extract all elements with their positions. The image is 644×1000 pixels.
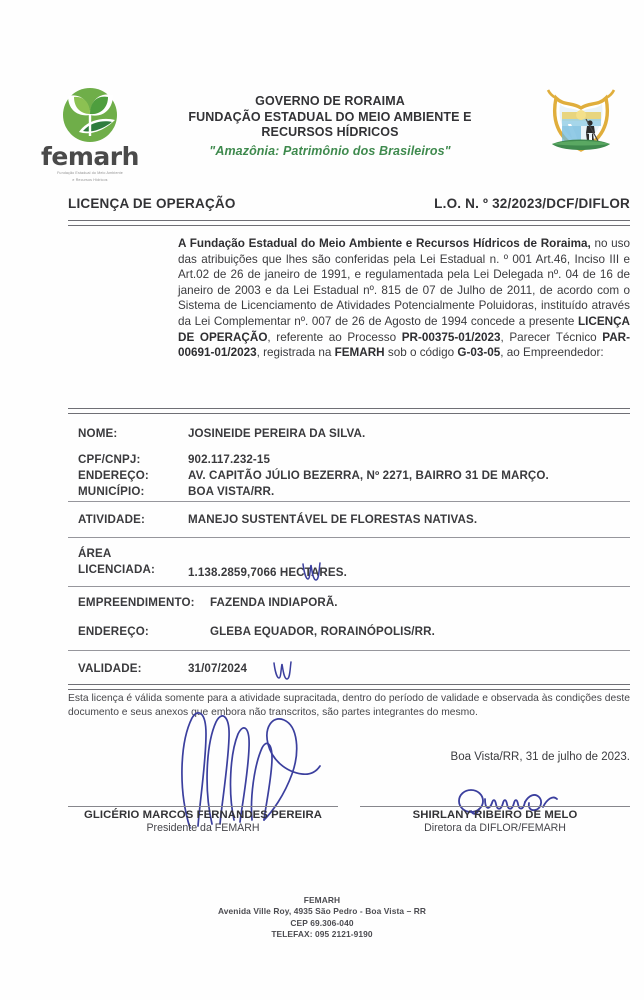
value-nome: JOSINEIDE PEREIRA DA SILVA. <box>188 427 366 440</box>
divider-before-fields <box>68 408 630 414</box>
label-area-line1: ÁREA <box>78 547 112 560</box>
para-text-1: no uso das atribuições que lhes são conferidas pela Lei Estadual n. º 001 Art.46, Inciso III e Art.02 de 26 de janeiro de 1991, e regulamentada pela Lei Delegada nº. 04 de 16 de janeiro de 2003 e da Lei Estadual nº. 815 de 07 de Julho de 2011, de acordo com o Sistema de Licenciamento de Atividades Potencialmente Poluidoras, instituído através da Lei Complementar nº. 007 de 26 de Agosto de 1994 concede a presente <box>178 237 630 328</box>
divider-before-enterprise <box>68 586 630 587</box>
divider-before-disclaimer <box>68 684 630 690</box>
logo-subtitle-line2: e Recursos Hídricos <box>72 178 108 183</box>
signature-line-director <box>360 806 630 807</box>
field-group-activity <box>78 512 630 528</box>
value-municipio: BOA VISTA/RR. <box>188 485 275 498</box>
field-row-municipio <box>78 484 630 500</box>
coat-of-arms-icon <box>542 88 620 162</box>
divider-before-validity <box>68 650 630 651</box>
value-endereco2: GLEBA EQUADOR, RORAINÓPOLIS/RR. <box>210 625 435 638</box>
license-paragraph <box>178 236 630 361</box>
label-atividade: ATIVIDADE: <box>78 513 145 526</box>
logo-subtitle-line1: Fundação Estadual do Meio Ambiente <box>57 171 123 175</box>
field-group-enterprise <box>78 595 630 611</box>
label-validade: VALIDADE: <box>78 662 142 675</box>
para-text-5: sob o código <box>384 346 458 360</box>
para-opinion-number: PAR-00691-01/2023 <box>178 330 630 360</box>
label-municipio: MUNICÍPIO: <box>78 485 145 498</box>
divider-before-activity <box>68 501 630 502</box>
document-header <box>0 86 644 183</box>
footer-cep: CEP 69.306-040 <box>290 917 354 928</box>
field-group-name <box>78 426 630 442</box>
label-cpf: CPF/CNPJ: <box>78 453 141 466</box>
divider-top <box>68 220 630 226</box>
government-line: GOVERNO DE RORAIMA <box>255 94 405 108</box>
value-cpf: 902.117.232-15 <box>188 453 270 466</box>
value-atividade: MANEJO SUSTENTÁVEL DE FLORESTAS NATIVAS. <box>188 513 478 526</box>
field-row-endereco <box>78 468 630 484</box>
label-endereco: ENDEREÇO: <box>78 469 149 482</box>
president-role: Presidente da FEMARH <box>146 822 260 834</box>
license-title-row <box>68 196 630 211</box>
document-footer <box>0 895 644 941</box>
institution-line-1: FUNDAÇÃO ESTADUAL DO MEIO AMBIENTE E <box>188 109 472 124</box>
label-area <box>78 546 188 578</box>
field-row-empreendimento <box>78 595 630 611</box>
signature-line-president <box>68 806 338 807</box>
disclaimer-text: Esta licença é válida somente para a atividade supracitada, dentro do período de validade e observada às condições deste documento e seus anexos que embora não transcritos, são partes integrantes do mesmo. <box>68 693 630 718</box>
label-nome: NOME: <box>78 427 118 440</box>
para-text-2: , referente ao Processo <box>267 330 402 344</box>
value-area: 1.138.2859,7066 HECTARES. <box>188 566 347 579</box>
femarh-logo <box>30 86 150 184</box>
para-agency: FEMARH <box>334 346 385 360</box>
value-empreendimento: FAZENDA INDIAPORÃ. <box>210 596 338 609</box>
president-name: GLICÉRIO MARCOS FERNANDES PEREIRA <box>83 809 323 821</box>
label-empreendimento: EMPREENDIMENTO: <box>78 596 195 609</box>
tagline: "Amazônia: Patrimônio dos Brasileiros" <box>209 143 451 158</box>
para-text-6: , ao Empreendedor: <box>500 346 604 360</box>
director-role: Diretora da DIFLOR/FEMARH <box>424 822 566 834</box>
leaf-logo-icon <box>59 86 121 148</box>
label-area-line2: LICENCIADA: <box>78 563 156 576</box>
value-endereco: AV. CAPITÃO JÚLIO BEZERRA, Nº 2271, BAIRRO 31 DE MARÇO. <box>188 469 549 482</box>
header-title-block <box>150 94 510 158</box>
para-entity-name: A Fundação Estadual do Meio Ambiente e Recursos Hídricos de Roraima, <box>178 237 591 250</box>
signature-date: Boa Vista/RR, 31 de julho de 2023. <box>450 751 630 763</box>
signature-director <box>360 806 630 834</box>
logo-wordmark: femarh <box>41 142 139 171</box>
field-row-endereco2 <box>78 624 630 640</box>
para-process-number: PR-00375-01/2023 <box>401 330 501 344</box>
field-row-atividade <box>78 512 630 528</box>
divider-before-area <box>68 537 630 538</box>
label-endereco2: ENDEREÇO: <box>78 625 149 638</box>
field-row-validade <box>78 661 630 677</box>
field-row-area <box>78 546 630 578</box>
signature-block <box>68 806 630 834</box>
director-name: SHIRLANY RIBEIRO DE MELO <box>412 809 578 821</box>
field-group-validity <box>78 661 630 677</box>
para-license-type: LICENÇA DE OPERAÇÃO <box>178 314 630 344</box>
para-text-4: , registrada na <box>256 346 335 360</box>
signature-president <box>68 806 338 834</box>
field-row-cpf <box>78 452 630 468</box>
field-group-area <box>78 546 630 578</box>
footer-address: Avenida Ville Roy, 4935 São Pedro - Boa Vista – RR <box>217 906 427 917</box>
license-number: L.O. N. º 32/2023/DCF/DIFLOR <box>434 196 630 211</box>
field-row-nome <box>78 426 630 442</box>
footer-org: FEMARH <box>303 895 341 905</box>
field-group-holder <box>78 452 630 500</box>
license-title: LICENÇA DE OPERAÇÃO <box>68 196 236 211</box>
field-group-enterprise-address <box>78 624 630 640</box>
institution-line-2: RECURSOS HÍDRICOS <box>261 125 399 139</box>
value-validade: 31/07/2024 <box>188 662 248 675</box>
footer-telefax: TELEFAX: 095 2121-9190 <box>271 929 373 940</box>
para-code: G-03-05 <box>457 346 501 360</box>
para-text-3: , Parecer Técnico <box>500 330 603 344</box>
